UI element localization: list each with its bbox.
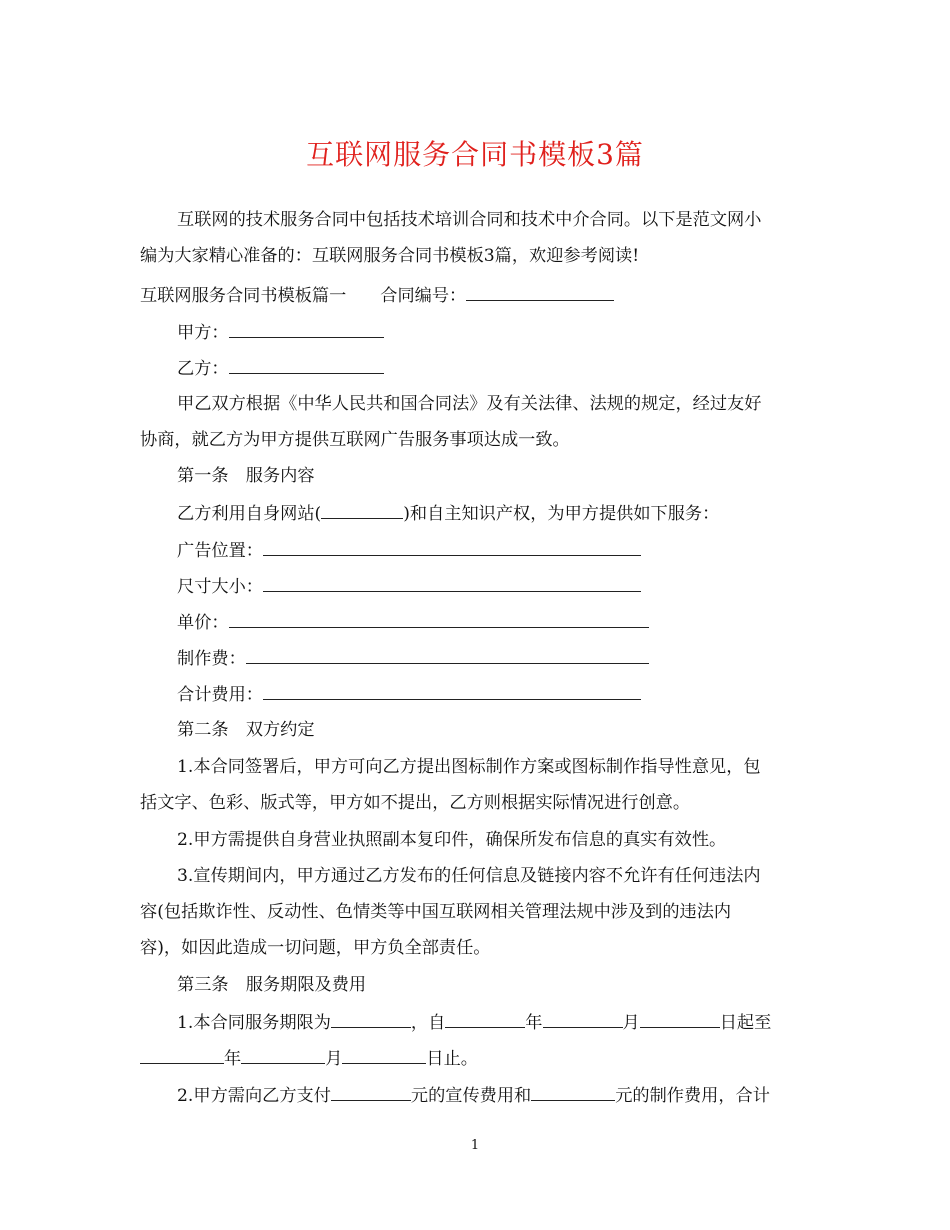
part-heading: 互联网服务合同书模板篇一 [140,286,347,306]
end-year-blank[interactable] [140,1047,224,1064]
article2-item3-line3: 容)，如因此造成一切问题，甲方负全部责任。 [140,938,491,958]
preamble-line-2: 协商，就乙方为甲方提供互联网广告服务事项达成一致。 [140,430,570,450]
preamble-line-1: 甲乙双方根据《中华人民共和国合同法》及有关法律、法规的规定，经过友好 [177,394,762,414]
article2-item1-line2: 括文字、色彩、版式等，甲方如不提出，乙方则根据实际情况进行创意。 [140,793,691,813]
intro-line-1: 互联网的技术服务合同中包括技术培训合同和技术中介合同。以下是范文网小 [177,210,762,230]
document-title: 互联网服务合同书模板3篇 [306,138,644,171]
contract-no-label: 合同编号： [380,286,467,306]
end-day-label: 日止。 [426,1049,478,1069]
article3-item2-line1 [177,1084,812,1107]
size-label: 尺寸大小： [177,577,263,597]
end-month-blank[interactable] [241,1047,325,1064]
production-cost-blank[interactable] [531,1084,615,1101]
party-b-row [177,357,812,380]
article3-heading: 第三条 服务期限及费用 [177,975,367,995]
party-a-row [177,321,812,344]
intro-line-2: 编为大家精心准备的：互联网服务合同书模板3篇，欢迎参考阅读! [140,246,640,266]
start-year-label: 年 [525,1013,543,1033]
party-a-blank[interactable] [229,321,384,338]
start-day-label: 日起至 [719,1013,772,1033]
end-year-label: 年 [224,1049,242,1069]
production-fee-blank[interactable] [246,647,649,664]
unit-price-blank[interactable] [229,611,649,628]
article3-item2-part-b: 元的宣传费用和 [410,1086,532,1106]
page-number: 1 [470,1138,480,1153]
term-blank[interactable] [331,1011,411,1028]
total-fee-row [177,683,812,706]
article3-item1-part-a: 1.本合同服务期限为 [177,1013,331,1033]
ad-position-label: 广告位置： [177,541,263,561]
start-month-label: 月 [622,1013,640,1033]
size-row [177,575,812,598]
party-b-blank[interactable] [229,357,384,374]
article2-item3-line2: 容(包括欺诈性、反动性、色情类等中国互联网相关管理法规中涉及到的违法内 [140,902,732,922]
article3-item2-part-a: 2.甲方需向乙方支付 [177,1086,331,1106]
article3-item1-line2 [140,1047,812,1070]
ad-position-blank[interactable] [263,539,641,556]
article1-intro-part-b: )和自主知识产权，为甲方提供如下服务： [403,504,720,524]
contract-no-blank[interactable] [466,284,614,301]
article3-item2-part-c: 元的制作费用，合计 [615,1086,770,1106]
article3-item1-part-b: ，自 [410,1013,446,1033]
unit-price-label: 单价： [177,613,229,633]
party-b-label: 乙方： [177,359,229,379]
start-day-blank[interactable] [640,1011,720,1028]
article1-intro [177,502,812,525]
production-fee-row [177,647,812,670]
production-fee-label: 制作费： [177,649,246,669]
article1-heading: 第一条 服务内容 [177,466,315,486]
end-day-blank[interactable] [342,1047,426,1064]
article3-item1-line1 [177,1011,812,1034]
article2-heading: 第二条 双方约定 [177,720,315,740]
ad-position-row [177,539,812,562]
article1-intro-part-a: 乙方利用自身网站( [177,504,322,524]
size-blank[interactable] [263,575,641,592]
part-heading-row [140,284,812,307]
promo-fee-blank[interactable] [331,1084,411,1101]
total-fee-blank[interactable] [263,683,641,700]
end-month-label: 月 [325,1049,343,1069]
start-year-blank[interactable] [445,1011,525,1028]
article2-item1-line1: 1.本合同签署后，甲方可向乙方提出图标制作方案或图标制作指导性意见，包 [177,757,761,777]
article2-item3-line1: 3.宣传期间内，甲方通过乙方发布的任何信息及链接内容不允许有任何违法内 [177,866,761,886]
start-month-blank[interactable] [543,1011,623,1028]
website-blank[interactable] [321,502,403,519]
total-fee-label: 合计费用： [177,685,263,705]
article2-item2: 2.甲方需提供自身营业执照副本复印件，确保所发布信息的真实有效性。 [177,830,727,850]
party-a-label: 甲方： [177,323,229,343]
unit-price-row [177,611,812,634]
